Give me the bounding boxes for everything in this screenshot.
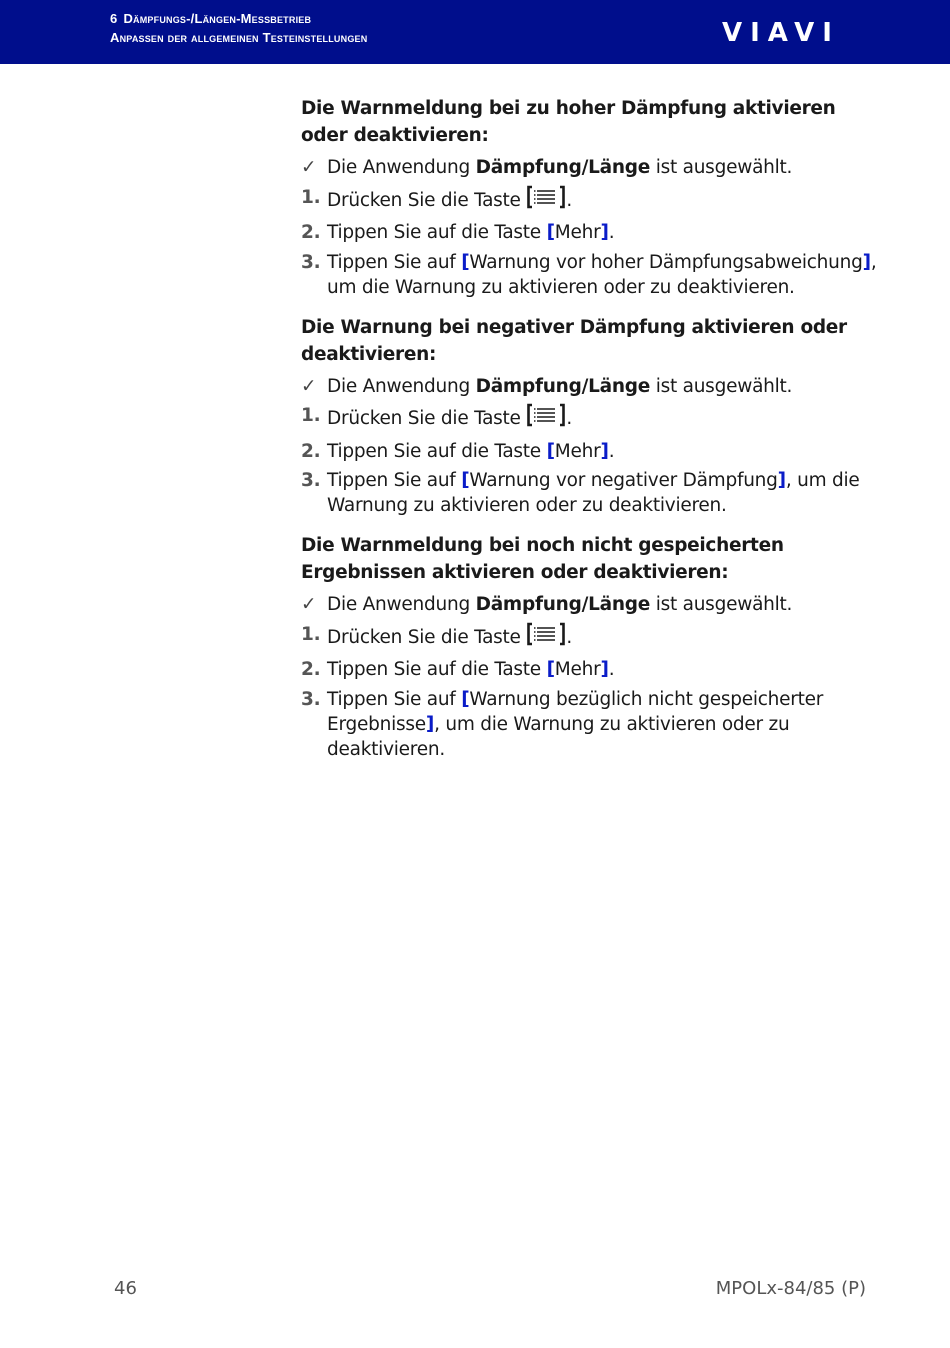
step-2: 2. Tippen Sie auf die Taste [Mehr]. (301, 440, 615, 462)
prerequisite-item: ✓ Die Anwendung Dämpfung/Länge ist ausgewählt. (301, 594, 793, 615)
check-icon: ✓ (301, 157, 317, 178)
step-number: 3. (301, 688, 321, 710)
step-2: 2. Tippen Sie auf die Taste [Mehr]. (301, 659, 615, 680)
procedure-negative-loss-warning (301, 314, 881, 519)
key-label: Warnung vor negativer Dämpfung (469, 470, 778, 491)
chapter-heading (110, 11, 311, 26)
step-number: 1. (301, 405, 321, 426)
step-1: 1. Drücken Sie die Taste . (301, 403, 881, 434)
procedure-title: Die Warnmeldung bei noch nicht gespeicherten Ergebnissen aktivieren oder deaktivieren: (301, 535, 784, 583)
step-number: 2. (301, 440, 321, 462)
step-1: 1. Drücken Sie die Taste . (301, 185, 881, 216)
key-label: Warnung bezüglich nicht gespeicherter Ergebnisse (327, 688, 824, 735)
step-3: 3. Tippen Sie auf [Warnung vor negativer Dämpfung], um die Warnung zu aktivieren oder zu deaktivieren. (301, 470, 860, 516)
step-3: 3. Tippen Sie auf [Warnung vor hoher Dämpfungsabweichung], um die Warnung zu aktivieren oder zu deaktivieren. (301, 251, 877, 298)
procedure-unsaved-results-warning (301, 532, 881, 762)
step-3: 3. Tippen Sie auf [Warnung bezüglich nicht gespeicherter Ergebnisse], um die Warnung zu aktivieren oder zu deaktivieren. (301, 688, 824, 760)
prerequisite-item: ✓ Die Anwendung Dämpfung/Länge ist ausgewählt. (301, 157, 793, 178)
chapter-title: Dämpfungs-/Längen-Messbetrieb (123, 11, 312, 26)
step-number: 2. (301, 659, 321, 680)
application-name: Dämpfung/Länge (475, 594, 651, 615)
step-2: 2. Tippen Sie auf die Taste [Mehr]. (301, 222, 615, 243)
menu-key-icon (527, 403, 565, 434)
application-name: Dämpfung/Länge (475, 375, 651, 397)
page-header (0, 0, 950, 64)
section-heading: Anpassen der allgemeinen Testeinstellungen (110, 30, 368, 45)
page-number: 46 (114, 1278, 137, 1299)
procedure-title: Die Warnung bei negativer Dämpfung aktivieren oder deaktivieren: (301, 316, 847, 365)
viavi-logo: VIAVI (722, 18, 840, 48)
procedure-high-loss-warning (301, 95, 881, 300)
step-number: 2. (301, 222, 321, 243)
document-title: MPOLx-84/85 (P) (715, 1278, 866, 1299)
key-label: Mehr (554, 440, 601, 462)
key-label: Mehr (554, 659, 601, 680)
check-icon: ✓ (301, 375, 317, 397)
key-label: Mehr (554, 222, 601, 243)
step-number: 1. (301, 623, 321, 645)
step-number: 3. (301, 470, 321, 491)
check-icon: ✓ (301, 594, 317, 615)
prerequisite-item: ✓ Die Anwendung Dämpfung/Länge ist ausgewählt. (301, 375, 793, 397)
procedure-title: Die Warnmeldung bei zu hoher Dämpfung aktivieren oder deaktivieren: (301, 98, 836, 146)
step-1: 1. Drücken Sie die Taste . (301, 622, 881, 653)
menu-key-icon (527, 622, 565, 653)
step-number: 3. (301, 251, 321, 273)
key-label: Warnung vor hoher Dämpfungsabweichung (469, 251, 863, 273)
application-name: Dämpfung/Länge (475, 157, 651, 178)
main-content (301, 95, 881, 776)
step-number: 1. (301, 186, 321, 208)
menu-key-icon (527, 185, 565, 216)
chapter-number: 6 (110, 11, 118, 26)
